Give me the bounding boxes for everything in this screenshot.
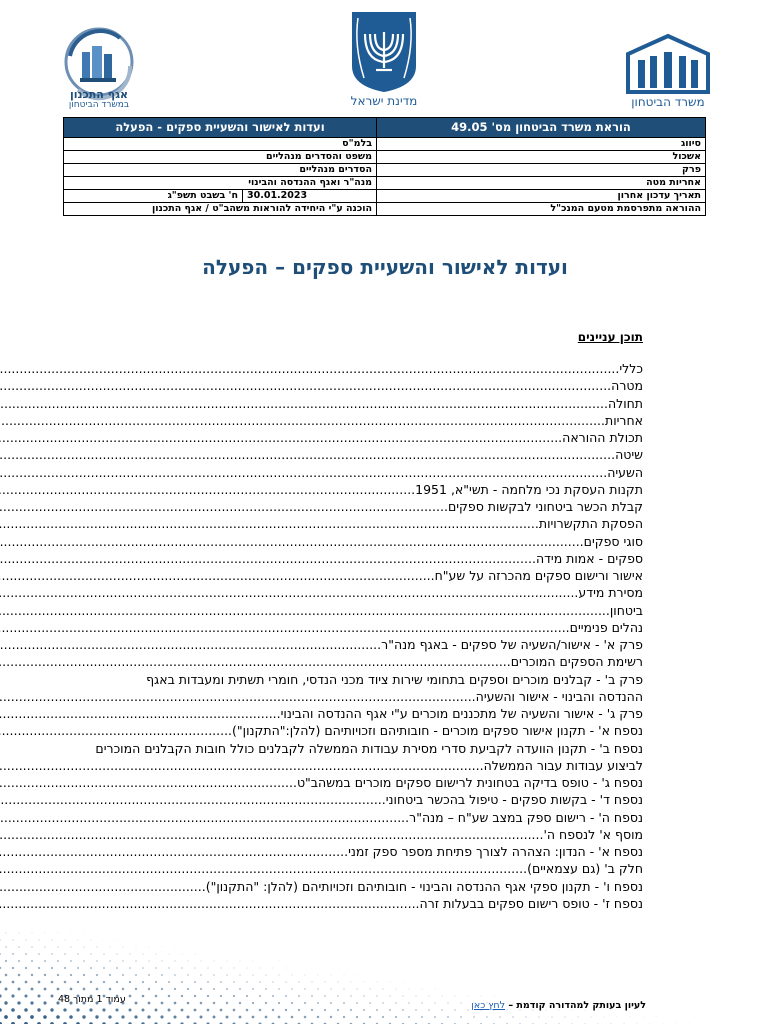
header-value: הוכנה ע"י היחידה להוראות משהב"ט / אגף התכנון (64, 203, 377, 216)
page-number: עמוד 1 מתוך 48 (58, 994, 126, 1005)
toc-dot-leader (0, 446, 615, 463)
toc-item-label: תחולה (607, 395, 643, 411)
document-title: ועדות לאישור והשעיית ספקים – הפעלה (202, 255, 568, 279)
toc-dot-leader (0, 843, 348, 860)
israel-caption: מדינת ישראל (350, 94, 418, 108)
toc-dot-leader (0, 412, 605, 429)
last-update-hebrew-date: ח' בשבט תשפ"ג (64, 190, 243, 203)
toc-dot-leader (0, 878, 206, 895)
toc-item[interactable] (90, 395, 643, 412)
toc-item[interactable] (90, 705, 643, 722)
toc-item[interactable] (90, 843, 643, 860)
header-value: מנה"ר ואגף ההנדסה והבינוי (64, 177, 377, 190)
toc-item-text[interactable]: פרק ב' - קבלנים מוכרים וספקים בתחומי שירות ציוד מכני הנדסי, חומרי תשתית ומעבדות באגף (146, 671, 643, 687)
toc-item[interactable] (90, 377, 643, 394)
toc-dot-leader (0, 602, 610, 619)
toc-item[interactable] (90, 826, 643, 843)
toc-dot-leader (0, 688, 476, 705)
toc-item-label: רשימת הספקים המוכרים (510, 654, 643, 670)
toc-dot-leader (0, 515, 539, 532)
header-value: משפט והסדרים מנהליים (64, 151, 377, 164)
header-value: הסדרים מנהליים (64, 164, 377, 177)
toc-dot-leader (0, 377, 611, 394)
toc-dot-leader (0, 584, 578, 601)
toc-dot-leader (0, 395, 608, 412)
toc-dot-leader (0, 619, 570, 636)
toc-item-label: כללי (619, 361, 643, 376)
toc-item-label: אחריות (605, 412, 643, 428)
toc-dot-leader (0, 550, 536, 567)
toc-item[interactable] (90, 429, 643, 446)
toc-item-label: מטרה (611, 378, 643, 394)
previous-version-link[interactable]: לחץ כאן (471, 1000, 505, 1011)
toc-item[interactable] (90, 446, 643, 463)
header-key: סיווג (377, 138, 706, 151)
toc-item-label: נספח א' - תקנון אישור ספקים מוכרים - חובותיהם וזכויותיהם (להלן:"התקנון") (232, 723, 643, 739)
toc-item[interactable] (90, 412, 643, 429)
toc-dot-leader (0, 722, 232, 739)
toc-item-label: נספח א' - הנדון: הצהרה לצורך פתיחת מספר ספק זמני (348, 844, 643, 859)
header-value: בלמ"ס (64, 138, 377, 151)
toc-dot-leader (0, 757, 484, 774)
instruction-subject: ועדות לאישור והשעיית ספקים - הפעלה (64, 118, 377, 138)
header-key: אשכול (377, 151, 706, 164)
toc-item[interactable] (90, 619, 643, 636)
toc-dot-leader (0, 567, 435, 584)
toc-dot-leader (0, 895, 420, 912)
toc-item[interactable] (90, 653, 643, 670)
toc-item-label: ספקים - אמות מידה (535, 550, 643, 566)
logo-bar (0, 0, 770, 118)
toc-item[interactable] (90, 481, 643, 498)
toc-item[interactable] (90, 878, 643, 895)
toc-item[interactable] (90, 722, 643, 739)
toc-item-label: נספח ה' - רישום ספק במצב שע"ח – מנה"ר (409, 809, 643, 825)
toc-item-label: השעיה (607, 464, 643, 480)
toc-item-text[interactable]: נספח ב' - תקנון הוועדה לקביעת סדרי מסירת עבודות הממשלה לקבלנים כולל חובות הקבלנים המוכרים (95, 740, 643, 756)
toc-item-label: ביטחון (609, 602, 643, 618)
mod-caption: משרד הביטחון (631, 95, 705, 109)
header-key: ההוראה מתפרסמת מטעם המנכ"ל (377, 203, 706, 216)
instruction-number: הוראת משרד הביטחון מס' 49.05 (377, 118, 706, 138)
toc-item[interactable] (90, 757, 643, 774)
toc-item-label: חלק ב' (גם עצמאיים) (527, 861, 643, 877)
header-key: תאריך עדכון אחרון (377, 190, 706, 203)
toc-item-label: נהלים פנימיים (569, 619, 643, 635)
toc-dot-leader (0, 481, 415, 498)
toc-dot-leader (0, 636, 381, 653)
toc-dot-leader (0, 860, 527, 877)
footer-dot-pattern (0, 924, 770, 1024)
toc-item-label: מוסף א' לנספח ה' (543, 826, 643, 842)
toc-item-label: תקנות העסקת נכי מלחמה - תשי"א, 1951 (415, 481, 643, 497)
last-update-date: 30.01.2023 (243, 190, 377, 203)
toc-dot-leader (0, 429, 562, 446)
toc-dot-leader (0, 809, 409, 826)
toc-item-label: פרק ג' - אישור והשעיה של מתכננים מוכרים ע"י אגף ההנדסה והבינוי (280, 706, 643, 721)
toc-item[interactable] (90, 860, 643, 877)
toc-item[interactable] (90, 895, 643, 912)
toc-item[interactable] (90, 602, 643, 619)
toc-dot-leader (0, 653, 511, 670)
toc-item-label: מסירת מידע (578, 585, 643, 601)
toc-dot-leader (0, 774, 297, 791)
toc-item-label: ההנדסה והבינוי - אישור והשעיה (475, 688, 643, 704)
document-header-table (63, 117, 706, 216)
toc-item[interactable] (90, 360, 643, 377)
toc-item[interactable] (90, 515, 643, 532)
toc-item[interactable] (90, 688, 643, 705)
toc-item[interactable] (90, 464, 643, 481)
toc-item[interactable] (90, 809, 643, 826)
toc-item[interactable] (90, 791, 643, 808)
header-key: אחריות מטה (377, 177, 706, 190)
toc-item[interactable] (90, 550, 643, 567)
toc-dot-leader (0, 826, 543, 843)
toc-item[interactable] (90, 636, 643, 653)
toc-item-label: לביצוע עבודות עבור הממשלה (483, 757, 643, 773)
toc-item-label: אישור ורישום ספקים מהכרזה על שע"ח (434, 568, 643, 583)
header-key: פרק (377, 164, 706, 177)
toc-item-label: תכולת ההוראה (562, 430, 643, 445)
toc-item-label: קבלת הכשר ביטחוני לבקשות ספקים (447, 499, 643, 514)
toc-item-label: שיטה (615, 447, 643, 463)
toc-dot-leader (0, 360, 619, 377)
previous-version-note (471, 1000, 646, 1011)
toc-item-label: פרק א' - אישור/השעיה של ספקים - באגף מנה"ר (381, 637, 643, 652)
toc-item[interactable] (90, 498, 643, 515)
previous-version-text: לעיון בעותק למהדורה קודמת – (508, 1000, 646, 1011)
toc-item-label: סוגי ספקים (583, 533, 643, 549)
table-of-contents (90, 360, 643, 912)
toc-dot-leader (0, 705, 281, 722)
toc-item[interactable] (90, 533, 643, 550)
toc-item-label: נספח ז' - טופס רישום ספקים בבעלות זרה (419, 895, 643, 911)
toc-item[interactable] (90, 584, 643, 601)
toc-dot-leader (0, 791, 386, 808)
toc-heading: תוכן עניינים (577, 330, 643, 344)
toc-item-label: הפסקת התקשרויות (538, 516, 643, 532)
toc-dot-leader (0, 533, 584, 550)
toc-item[interactable] (90, 774, 643, 791)
planning-logo-caption: אגף התכנון במשרד הביטחון (68, 88, 130, 110)
toc-item-label: נספח ד' - בקשות ספקים - טיפול בהכשר ביטחוני (385, 792, 643, 808)
toc-dot-leader (0, 464, 607, 481)
toc-dot-leader (0, 498, 448, 515)
toc-item-label: נספח ו' - תקנון ספקי אגף ההנדסה והבינוי - חובותיהם וזכויותיהם (להלן: "התקנון") (205, 878, 643, 894)
toc-item-label: נספח ג' - טופס בדיקה בטחונית לרישום ספקים מוכרים במשהב"ט (296, 775, 643, 790)
toc-item[interactable] (90, 567, 643, 584)
